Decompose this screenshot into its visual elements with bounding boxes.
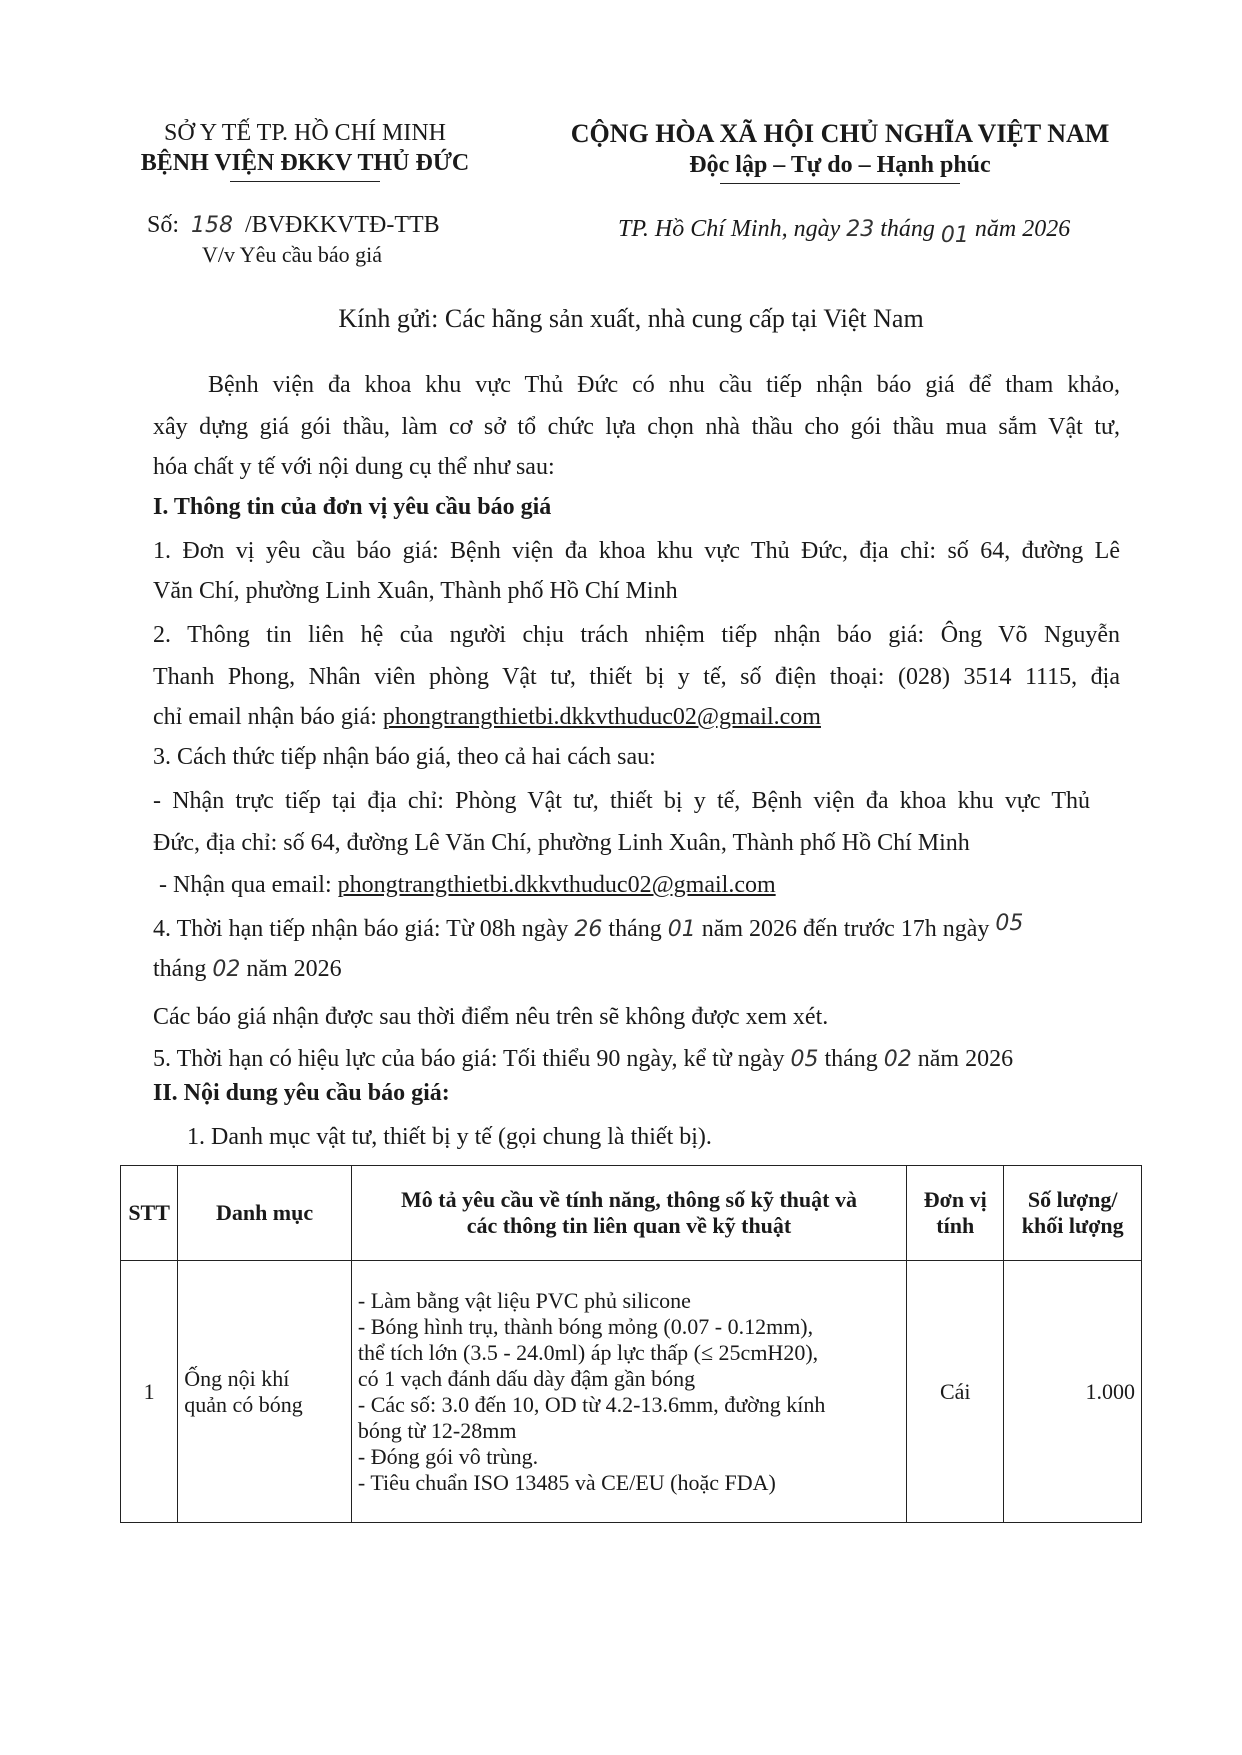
item5-month-handwritten: 02 [883, 1047, 912, 1072]
s1-item3: 3. Cách thức tiếp nhận báo giá, theo cả hai cách sau: [153, 744, 656, 770]
s1-item1-line1: 1. Đơn vị yêu cầu báo giá: Bệnh viện đa khoa khu vực Thủ Đức, địa chỉ: số 64, đường Lê [153, 538, 1120, 564]
row-qty: 1.000 [1004, 1261, 1142, 1523]
intro-line-2: xây dựng giá gói thầu, làm cơ sở tổ chức lựa chọn nhà thầu cho gói thầu mua sắm Vật tư, [153, 414, 1120, 440]
email-link-2[interactable]: phongtrangthietbi.dkkvthuduc02@gmail.com [337, 872, 776, 898]
desc-line: - Đóng gói vô trùng. [357, 1443, 539, 1469]
item5-day-handwritten: 05 [790, 1047, 819, 1072]
item4-month2-handwritten: 02 [212, 957, 241, 982]
item4-text-c: năm 2026 đến trước 17h ngày [701, 916, 990, 942]
s1-item5 [153, 1044, 1013, 1075]
doc-number-handwritten: 158 [191, 213, 234, 238]
email-prefix-2: - Nhận qua email: [159, 872, 332, 898]
date-year: năm 2026 [974, 216, 1071, 242]
email-link-1[interactable]: phongtrangthietbi.dkkvthuduc02@gmail.com [382, 704, 821, 730]
doc-number-suffix: /BVĐKKVTĐ-TTB [245, 212, 440, 238]
header-unit-line1: Đơn vị [923, 1187, 987, 1212]
header-qty-line1: Số lượng/ [1027, 1187, 1118, 1212]
item5-text-a: 5. Thời hạn có hiệu lực của báo giá: Tối thiểu 90 ngày, kể từ ngày [153, 1046, 785, 1072]
desc-line: - Bóng hình trụ, thành bóng mỏng (0.07 - 0.12mm), [357, 1313, 814, 1339]
header-desc-line2: các thông tin liên quan về kỹ thuật [466, 1213, 792, 1238]
items-table [120, 1165, 1142, 1523]
agency-name: SỞ Y TẾ TP. HỒ CHÍ MINH [163, 120, 447, 146]
s1-item3-direct-line2: Đức, địa chỉ: số 64, đường Lê Văn Chí, phường Linh Xuân, Thành phố Hồ Chí Minh [153, 830, 970, 856]
row-stt: 1 [121, 1261, 178, 1523]
header-unit [907, 1166, 1004, 1261]
desc-line: bóng từ 12-28mm [357, 1417, 517, 1443]
table-row [121, 1261, 1142, 1523]
s1-item2-line2: Thanh Phong, Nhân viên phòng Vật tư, thiết bị y tế, số điện thoại: (028) 3514 1115, địa [153, 664, 1120, 690]
item4-text-a: 4. Thời hạn tiếp nhận báo giá: Từ 08h ngày [153, 916, 569, 942]
national-motto: Độc lập – Tự do – Hạnh phúc [689, 152, 991, 178]
desc-line: có 1 vạch đánh dấu dày đậm gần bóng [357, 1365, 696, 1391]
header-unit-line2: tính [936, 1213, 975, 1238]
recipient-line: Kính gửi: Các hãng sản xuất, nhà cung cấp tại Việt Nam [338, 304, 924, 333]
section-1-title: I. Thông tin của đơn vị yêu cầu báo giá [153, 494, 552, 520]
document-subject: V/v Yêu cầu báo giá [202, 242, 383, 267]
table-header-row [121, 1166, 1142, 1261]
s1-item4-line2 [153, 954, 342, 985]
header-qty-line2: khối lượng [1021, 1213, 1124, 1238]
agency-underline [230, 181, 380, 182]
item4-text-d: tháng [153, 956, 207, 982]
item4-day1-handwritten: 26 [574, 917, 603, 942]
intro-line-1: Bệnh viện đa khoa khu vực Thủ Đức có nhu cầu tiếp nhận báo giá để tham khảo, [208, 372, 1120, 398]
date-month-label: tháng [880, 216, 935, 242]
header-stt: STT [121, 1166, 178, 1261]
item4-day2-handwritten: 05 [995, 911, 1024, 936]
item4-text-b: tháng [608, 916, 662, 942]
s1-item4-line1 [153, 911, 1024, 945]
date-place: TP. Hồ Chí Minh, ngày [618, 216, 841, 242]
s1-item2-line1: 2. Thông tin liên hệ của người chịu trách nhiệm tiếp nhận báo giá: Ông Võ Nguyễn [153, 622, 1120, 648]
desc-line: - Làm bằng vật liệu PVC phủ silicone [357, 1287, 691, 1313]
s1-item4-note: Các báo giá nhận được sau thời điểm nêu trên sẽ không được xem xét. [153, 1004, 829, 1030]
desc-line: - Các số: 3.0 đến 10, OD từ 4.2-13.6mm, đường kính [357, 1391, 826, 1417]
motto-underline [720, 183, 960, 184]
national-title: CỘNG HÒA XÃ HỘI CHỦ NGHĨA VIỆT NAM [570, 119, 1110, 148]
document-date [618, 214, 1071, 248]
document-number [147, 210, 440, 241]
s1-item1-line2: Văn Chí, phường Linh Xuân, Thành phố Hồ Chí Minh [153, 578, 678, 604]
email-prefix: chỉ email nhận báo giá: [153, 704, 377, 730]
item5-text-b: tháng [824, 1046, 878, 1072]
row-name-line2: quản có bóng [184, 1391, 303, 1417]
row-name [178, 1261, 352, 1523]
item5-text-c: năm 2026 [917, 1046, 1014, 1072]
item4-month1-handwritten: 01 [667, 917, 696, 942]
header-qty [1004, 1166, 1142, 1261]
doc-number-label: Số: [147, 212, 180, 238]
intro-line-3: hóa chất y tế với nội dung cụ thể như sau: [153, 454, 555, 480]
row-desc [351, 1261, 906, 1523]
header-desc [351, 1166, 906, 1261]
hospital-name: BỆNH VIỆN ĐKKV THỦ ĐỨC [140, 150, 470, 176]
s2-item1: 1. Danh mục vật tư, thiết bị y tế (gọi chung là thiết bị). [187, 1124, 712, 1150]
s1-item3-direct-line1: - Nhận trực tiếp tại địa chỉ: Phòng Vật tư, thiết bị y tế, Bệnh viện đa khoa khu vực Thủ [153, 788, 1090, 814]
section-2-title: II. Nội dung yêu cầu báo giá: [153, 1080, 450, 1106]
desc-line: thể tích lớn (3.5 - 24.0ml) áp lực thấp (≤ 25cmH20), [357, 1339, 819, 1365]
header-desc-line1: Mô tả yêu cầu về tính năng, thông số kỹ thuật và [401, 1187, 857, 1212]
national-block [530, 118, 1150, 184]
s1-item2-line3 [153, 702, 821, 732]
agency-block [110, 118, 500, 182]
date-month-handwritten: 01 [940, 223, 969, 248]
date-day-handwritten: 23 [846, 217, 875, 242]
row-unit: Cái [907, 1261, 1004, 1523]
item4-text-e: năm 2026 [246, 956, 342, 982]
header-name: Danh mục [178, 1166, 352, 1261]
s1-item3-email-line [159, 870, 776, 900]
desc-line: - Tiêu chuẩn ISO 13485 và CE/EU (hoặc FDA) [357, 1469, 776, 1495]
row-name-line1: Ống nội khí [184, 1365, 290, 1391]
